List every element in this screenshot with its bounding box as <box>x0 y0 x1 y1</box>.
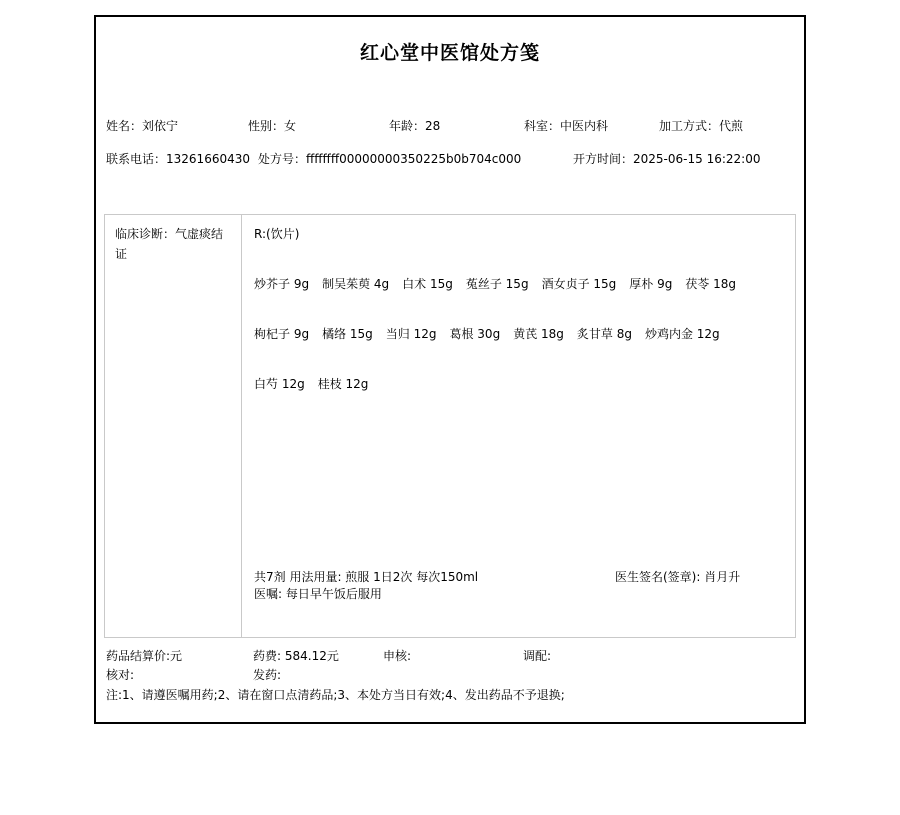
processing-method-value: 代煎 <box>719 119 744 133</box>
doctor-signature <box>615 569 785 586</box>
prescription-sheet <box>94 15 806 724</box>
herb-line <box>254 277 785 292</box>
patient-name-label: 姓名： <box>106 119 143 133</box>
department-field <box>524 117 659 134</box>
patient-info-row-2 <box>106 150 794 167</box>
doctor-advice-label: 医嘱: <box>254 587 283 601</box>
processing-method-label: 加工方式： <box>659 119 720 133</box>
rx-form-line: R:(饮片) <box>254 227 300 241</box>
medicine-fee-label: 药费: <box>253 649 282 663</box>
patient-gender-label: 性别： <box>248 119 285 133</box>
settlement-price-label: 药品结算价: <box>106 649 171 663</box>
prescription-content <box>242 215 795 637</box>
herb-item: 橘络 15g <box>322 327 373 341</box>
rx-bottom-section <box>254 569 785 603</box>
herb-lines <box>254 242 785 392</box>
herb-line <box>254 377 785 392</box>
herb-item: 炒芥子 9g <box>254 277 310 291</box>
herb-item: 白芍 12g <box>254 377 305 391</box>
prescribe-time-label: 开方时间： <box>573 152 634 166</box>
herb-item: 酒女贞子 15g <box>541 277 617 291</box>
patient-name-field <box>106 117 248 134</box>
herb-item: 制吴茱萸 4g <box>322 277 390 291</box>
patient-name-value: 刘依宁 <box>142 119 179 133</box>
clinical-diagnosis-label: 临床诊断： <box>115 227 176 241</box>
review-label: 申核: <box>383 649 412 663</box>
patient-gender-value: 女 <box>284 119 297 133</box>
dispense-field <box>253 666 383 685</box>
settlement-price-field <box>106 647 253 666</box>
doctor-advice <box>254 586 615 603</box>
footer-section <box>106 647 794 705</box>
dispense-prep-label: 调配: <box>523 649 552 663</box>
dispense-label: 发药: <box>253 668 282 682</box>
herb-item: 炒鸡内金 12g <box>644 327 720 341</box>
clinical-diagnosis-value: 气虚痰结证 <box>115 227 224 261</box>
patient-age-label: 年龄： <box>389 119 426 133</box>
prescribe-time-value: 2025-06-15 16:22:00 <box>633 152 761 166</box>
dispense-prep-field <box>523 647 551 666</box>
herb-item: 当归 12g <box>385 327 437 341</box>
herb-item: 炙甘草 8g <box>576 327 632 341</box>
patient-age-value: 28 <box>425 119 441 133</box>
usage-line: 共7剂 用法用量: 煎服 1日2次 每次150ml <box>254 570 479 584</box>
department-value: 中医内科 <box>560 119 609 133</box>
footer-note: 注:1、请遵医嘱用药;2、请在窗口点清药品;3、本处方当日有效;4、发出药品不予退换; <box>106 688 565 702</box>
review-field <box>383 647 523 666</box>
check-label: 核对: <box>106 668 135 682</box>
patient-gender-field <box>248 117 389 134</box>
herb-line <box>254 327 785 342</box>
document-title: 红心堂中医馆处方笺 <box>359 42 540 64</box>
doctor-signature-label: 医生签名(签章): <box>615 570 701 584</box>
clinical-diagnosis <box>105 215 242 637</box>
department-label: 科室： <box>524 119 561 133</box>
medicine-fee-value: 584.12元 <box>284 649 339 663</box>
fee-row-1 <box>106 647 794 666</box>
herb-item: 葛根 30g <box>449 327 501 341</box>
prescription-number-label: 处方号： <box>258 152 307 166</box>
doctor-advice-value: 每日早午饭后服用 <box>285 587 382 601</box>
patient-info-row-1 <box>106 117 794 134</box>
check-field <box>106 666 253 685</box>
phone-label: 联系电话： <box>106 152 167 166</box>
herb-item: 黄芪 18g <box>513 327 564 341</box>
fee-row-2 <box>106 666 794 685</box>
processing-method-field <box>659 117 743 134</box>
phone-field <box>106 150 258 167</box>
herb-item: 厚朴 9g <box>629 277 673 291</box>
herb-item: 枸杞子 9g <box>254 327 310 341</box>
prescribe-time-field <box>573 150 760 167</box>
usage-summary <box>254 569 615 603</box>
doctor-signature-value: 肖月升 <box>704 570 741 584</box>
herb-item: 茯苓 18g <box>685 277 737 291</box>
prescription-number-value: ffffffff00000000350225b0b704c000 <box>306 152 522 166</box>
settlement-price-value: 元 <box>170 649 183 663</box>
medicine-fee-field <box>253 647 383 666</box>
herb-item: 白术 15g <box>402 277 453 291</box>
prescription-number-field <box>258 150 573 167</box>
phone-value: 13261660430 <box>166 152 250 166</box>
herb-item: 桂枝 12g <box>317 377 369 391</box>
herb-item: 菟丝子 15g <box>465 277 529 291</box>
prescription-box <box>104 214 796 638</box>
patient-age-field <box>389 117 524 134</box>
